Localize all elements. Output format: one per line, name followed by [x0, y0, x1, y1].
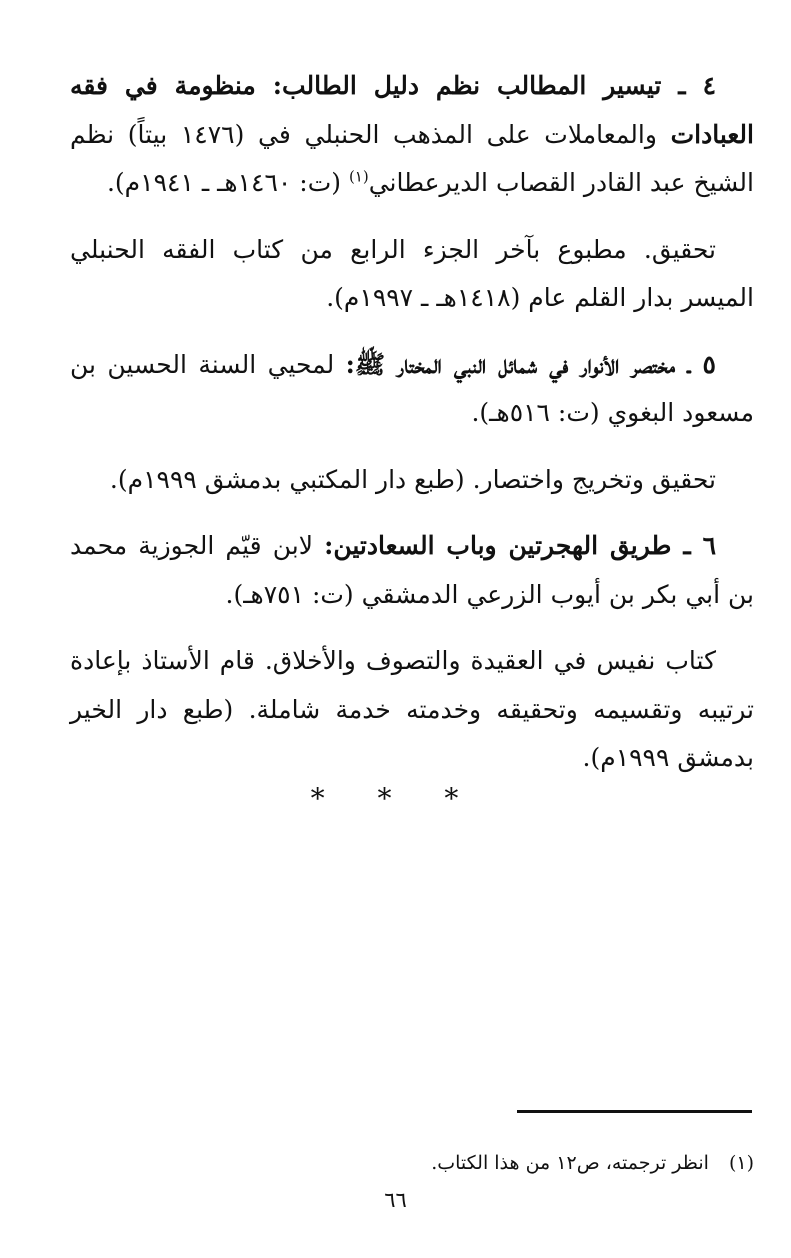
entry-5-title: ٥ ـ مختصر الأنوار في شمائل النبي المختار ﷺ: [345, 349, 716, 379]
body-text [70, 62, 754, 801]
footnote-reference[interactable]: (١) [348, 167, 369, 186]
footnote-text: انظر ترجمته، ص١٢ من هذا الكتاب. [431, 1152, 709, 1174]
footnote-number: (١) [728, 1152, 754, 1174]
entry-5 [70, 341, 754, 438]
page-number: ٦٦ [384, 1188, 407, 1212]
entry-4-text: والمعاملات على المذهب الحنبلي في (١٤٧٦ بيتاً) نظم الشيخ عبد القادر القصاب الديرعطاني [70, 119, 754, 197]
entry-6-description: كتاب نفيس في العقيدة والتصوف والأخلاق. قام الأستاذ بإعادة ترتيبه وتقسيمه وتحقيقه وخدمته خدمة شاملة. (طبع دار الخير بدمشق ١٩٩٩م). [70, 646, 754, 772]
entry-4-description: تحقيق. مطبوع بآخر الجزء الرابع من كتاب الفقه الحنبلي الميسر بدار القلم عام (١٤١٨هـ ـ ١٩٩٧م). [70, 234, 754, 312]
entry-6-text: لابن قيّم الجوزية محمد بن أبي بكر بن أيوب الزرعي الدمشقي (ت: ٧٥١هـ). [70, 531, 754, 609]
entry-4-dates: (ت: ١٤٦٠هـ ـ ١٩٤١م). [106, 168, 349, 197]
entry-4 [70, 62, 754, 208]
entry-5-text: لمحيي السنة الحسين بن مسعود البغوي (ت: ٥١٦هـ). [70, 349, 754, 427]
footnote-divider [517, 1110, 752, 1113]
section-separator: * * * [310, 782, 481, 815]
entry-4-title: ٤ ـ تيسير المطالب نظم دليل الطالب: منظومة في فقه العبادات [70, 71, 754, 149]
entry-5-description: تحقيق وتخريج واختصار. (طبع دار المكتبي بدمشق ١٩٩٩م). [109, 464, 716, 494]
entry-6-title: ٦ ـ طريق الهجرتين وباب السعادتين: [324, 531, 716, 560]
entry-6 [70, 522, 754, 619]
footnote [70, 1145, 754, 1181]
